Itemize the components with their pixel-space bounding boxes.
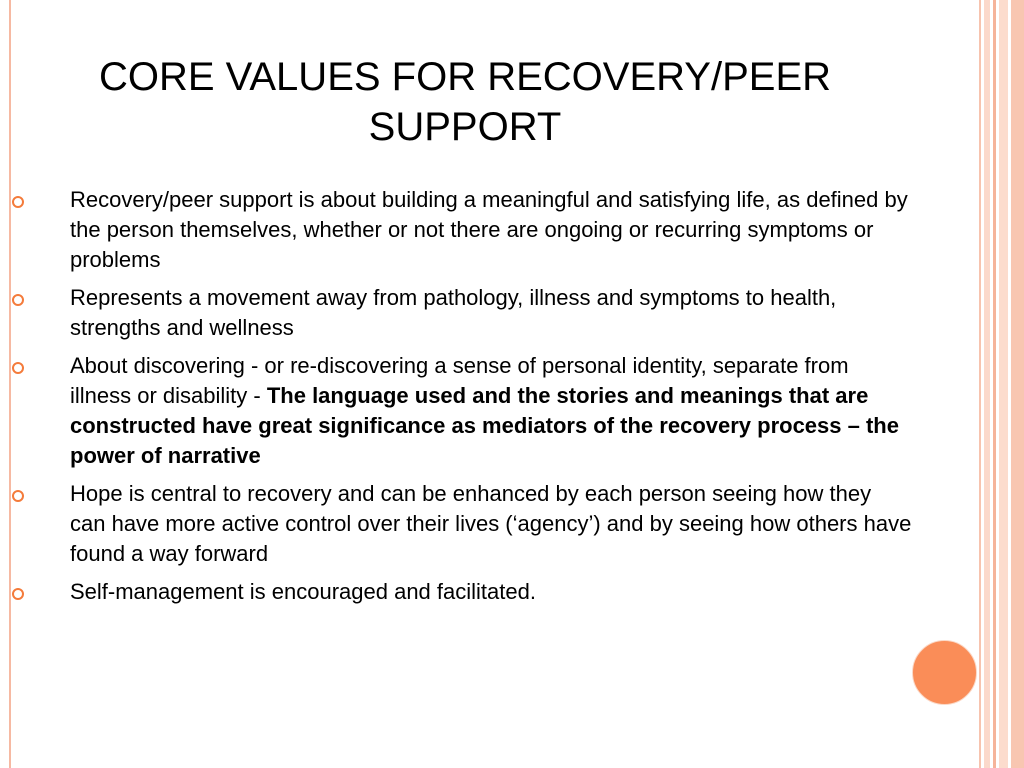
bullet-item [12,577,912,607]
slide-title-line-1: CORE VALUES FOR RECOVERY/PEER [98,55,832,99]
stripe [1011,0,1024,768]
bullet-item [12,283,912,343]
bullet-text: Hope is central to recovery and can be enhanced by each person seeing how they can have more active control over their lives (‘agency’) and by seeing how others have found a way forward [70,481,912,566]
hollow-circle-bullet-icon [12,362,24,374]
bullet-list [12,185,912,615]
stripe [979,0,981,768]
bullet-text: Recovery/peer support is about building a meaningful and satisfying life, as defined by the person themselves, whether or not there are ongoing or recurring symptoms or problems [70,187,908,272]
bullet-text: About discovering - or re-discovering a sense of personal identity, separate from illness or disability - [70,353,849,408]
bullet-item [12,479,912,569]
bullet-text: Represents a movement away from pathology, illness and symptoms to health, strengths and wellness [70,285,837,340]
hollow-circle-bullet-icon [12,588,24,600]
right-decorative-stripes [979,0,1024,768]
stripe [984,0,990,768]
slide-title-line-2: SUPPORT [368,105,562,149]
bullet-item [12,185,912,275]
decorative-circle [912,640,977,705]
slide-title [40,52,890,152]
hollow-circle-bullet-icon [12,294,24,306]
bullet-bold-text: The language used and the stories and meanings that are constructed have great significance as mediators of the recovery process – the power of narrative [70,383,899,468]
stripe [993,0,996,768]
stripe [999,0,1008,768]
bullet-item [12,351,912,471]
hollow-circle-bullet-icon [12,490,24,502]
hollow-circle-bullet-icon [12,196,24,208]
left-accent-line [9,0,11,768]
bullet-text: Self-management is encouraged and facilitated. [70,579,536,604]
